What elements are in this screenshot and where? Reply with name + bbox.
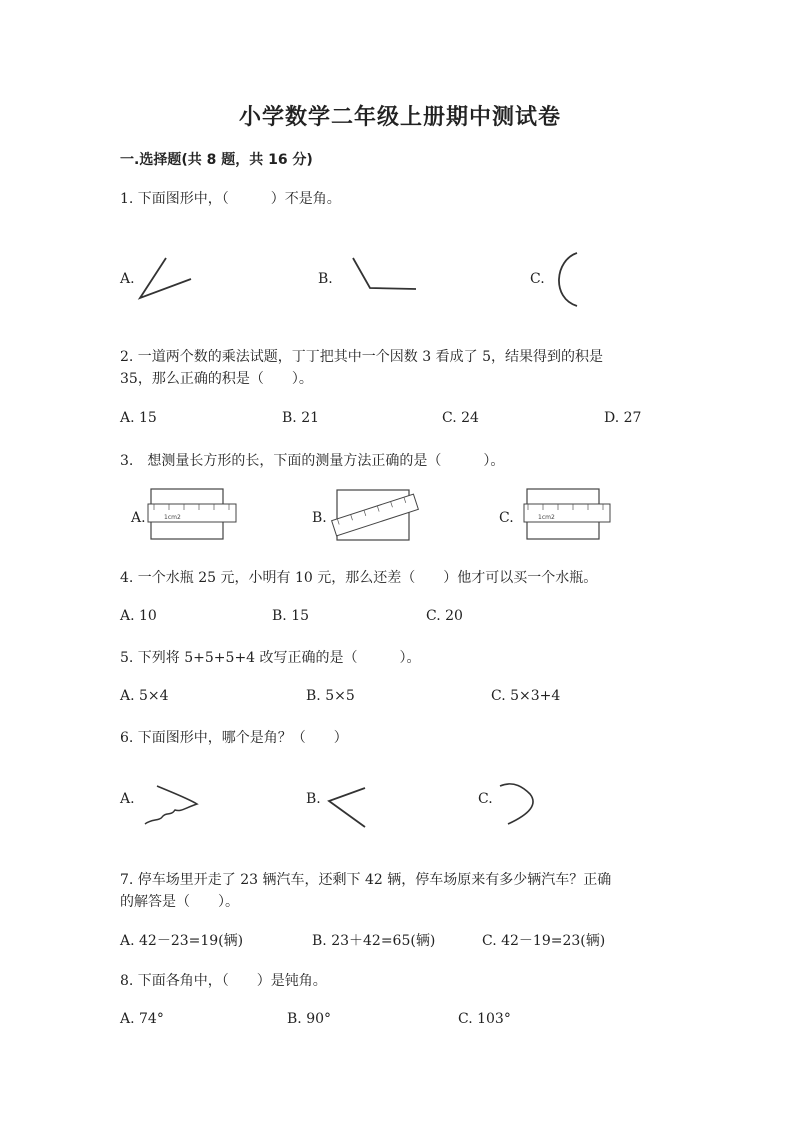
q6-figure-a-wavy-angle bbox=[141, 782, 207, 830]
question-2-line-2: 35，那么正确的积是（ ）。 bbox=[120, 371, 313, 387]
question-1-text: 1. 下面图形中，（ ）不是角。 bbox=[120, 191, 341, 207]
q4-option-c: C. 20 bbox=[426, 608, 463, 624]
q4-option-b: B. 15 bbox=[272, 608, 310, 624]
q7-option-a: A. 42－23=19(辆) bbox=[120, 933, 244, 949]
q1-figure-b-angle bbox=[348, 255, 418, 295]
q5-option-a: A. 5×4 bbox=[120, 688, 169, 704]
q6-figure-b-angle bbox=[325, 785, 371, 831]
q1-option-a-label: A. bbox=[120, 271, 135, 287]
q2-option-b: B. 21 bbox=[282, 410, 320, 426]
q2-option-c: C. 24 bbox=[442, 410, 479, 426]
q1-figure-a-angle bbox=[136, 255, 196, 301]
q3-figure-c-ruler-offset bbox=[522, 487, 614, 543]
question-6-text: 6. 下面图形中，哪个是角？（ ） bbox=[120, 730, 348, 746]
q3-option-a-label: A. bbox=[131, 510, 146, 526]
section-heading: 一.选择题(共 8 题，共 16 分) bbox=[120, 152, 313, 168]
q1-figure-c-arc bbox=[547, 250, 583, 310]
q8-option-b: B. 90° bbox=[287, 1011, 332, 1027]
q2-option-a: A. 15 bbox=[120, 410, 157, 426]
q6-option-c-label: C. bbox=[478, 791, 493, 807]
q5-option-b: B. 5×5 bbox=[306, 688, 355, 704]
question-3-text: 3. 想测量长方形的长，下面的测量方法正确的是（ ）。 bbox=[120, 453, 505, 469]
question-8-text: 8. 下面各角中，（ ）是钝角。 bbox=[120, 973, 327, 989]
q3-option-c-label: C. bbox=[499, 510, 514, 526]
q3-ruler-c-label: 1cm2 bbox=[538, 514, 555, 521]
q2-option-d: D. 27 bbox=[604, 410, 642, 426]
question-7-line-1: 7. 停车场里开走了 23 辆汽车，还剩下 42 辆，停车场原来有多少辆汽车？正确 bbox=[120, 872, 612, 888]
q3-option-b-label: B. bbox=[312, 510, 327, 526]
q6-option-a-label: A. bbox=[120, 791, 135, 807]
q1-option-b-label: B. bbox=[318, 271, 333, 287]
q6-option-b-label: B. bbox=[306, 791, 321, 807]
q8-option-a: A. 74° bbox=[120, 1011, 164, 1027]
q1-option-c-label: C. bbox=[530, 271, 545, 287]
q3-ruler-a-label: 1cm2 bbox=[164, 514, 181, 521]
q3-figure-b-tilted-ruler bbox=[330, 484, 420, 546]
q7-option-c: C. 42－19=23(辆) bbox=[482, 933, 606, 949]
question-7-line-2: 的解答是（ ）。 bbox=[120, 894, 239, 910]
q5-option-c: C. 5×3+4 bbox=[491, 688, 561, 704]
q7-option-b: B. 23＋42=65(辆) bbox=[312, 933, 436, 949]
question-4-text: 4. 一个水瓶 25 元，小明有 10 元，那么还差（ ）他才可以买一个水瓶。 bbox=[120, 570, 598, 586]
q4-option-a: A. 10 bbox=[120, 608, 157, 624]
q3-figure-a-ruler-on-rectangle bbox=[146, 487, 242, 543]
page-title: 小学数学二年级上册期中测试卷 bbox=[238, 105, 561, 130]
question-5-text: 5. 下列将 5+5+5+4 改写正确的是（ ）。 bbox=[120, 650, 421, 666]
q8-option-c: C. 103° bbox=[458, 1011, 511, 1027]
question-2-line-1: 2. 一道两个数的乘法试题，丁丁把其中一个因数 3 看成了 5，结果得到的积是 bbox=[120, 349, 603, 365]
q6-figure-c-curve bbox=[496, 780, 546, 828]
